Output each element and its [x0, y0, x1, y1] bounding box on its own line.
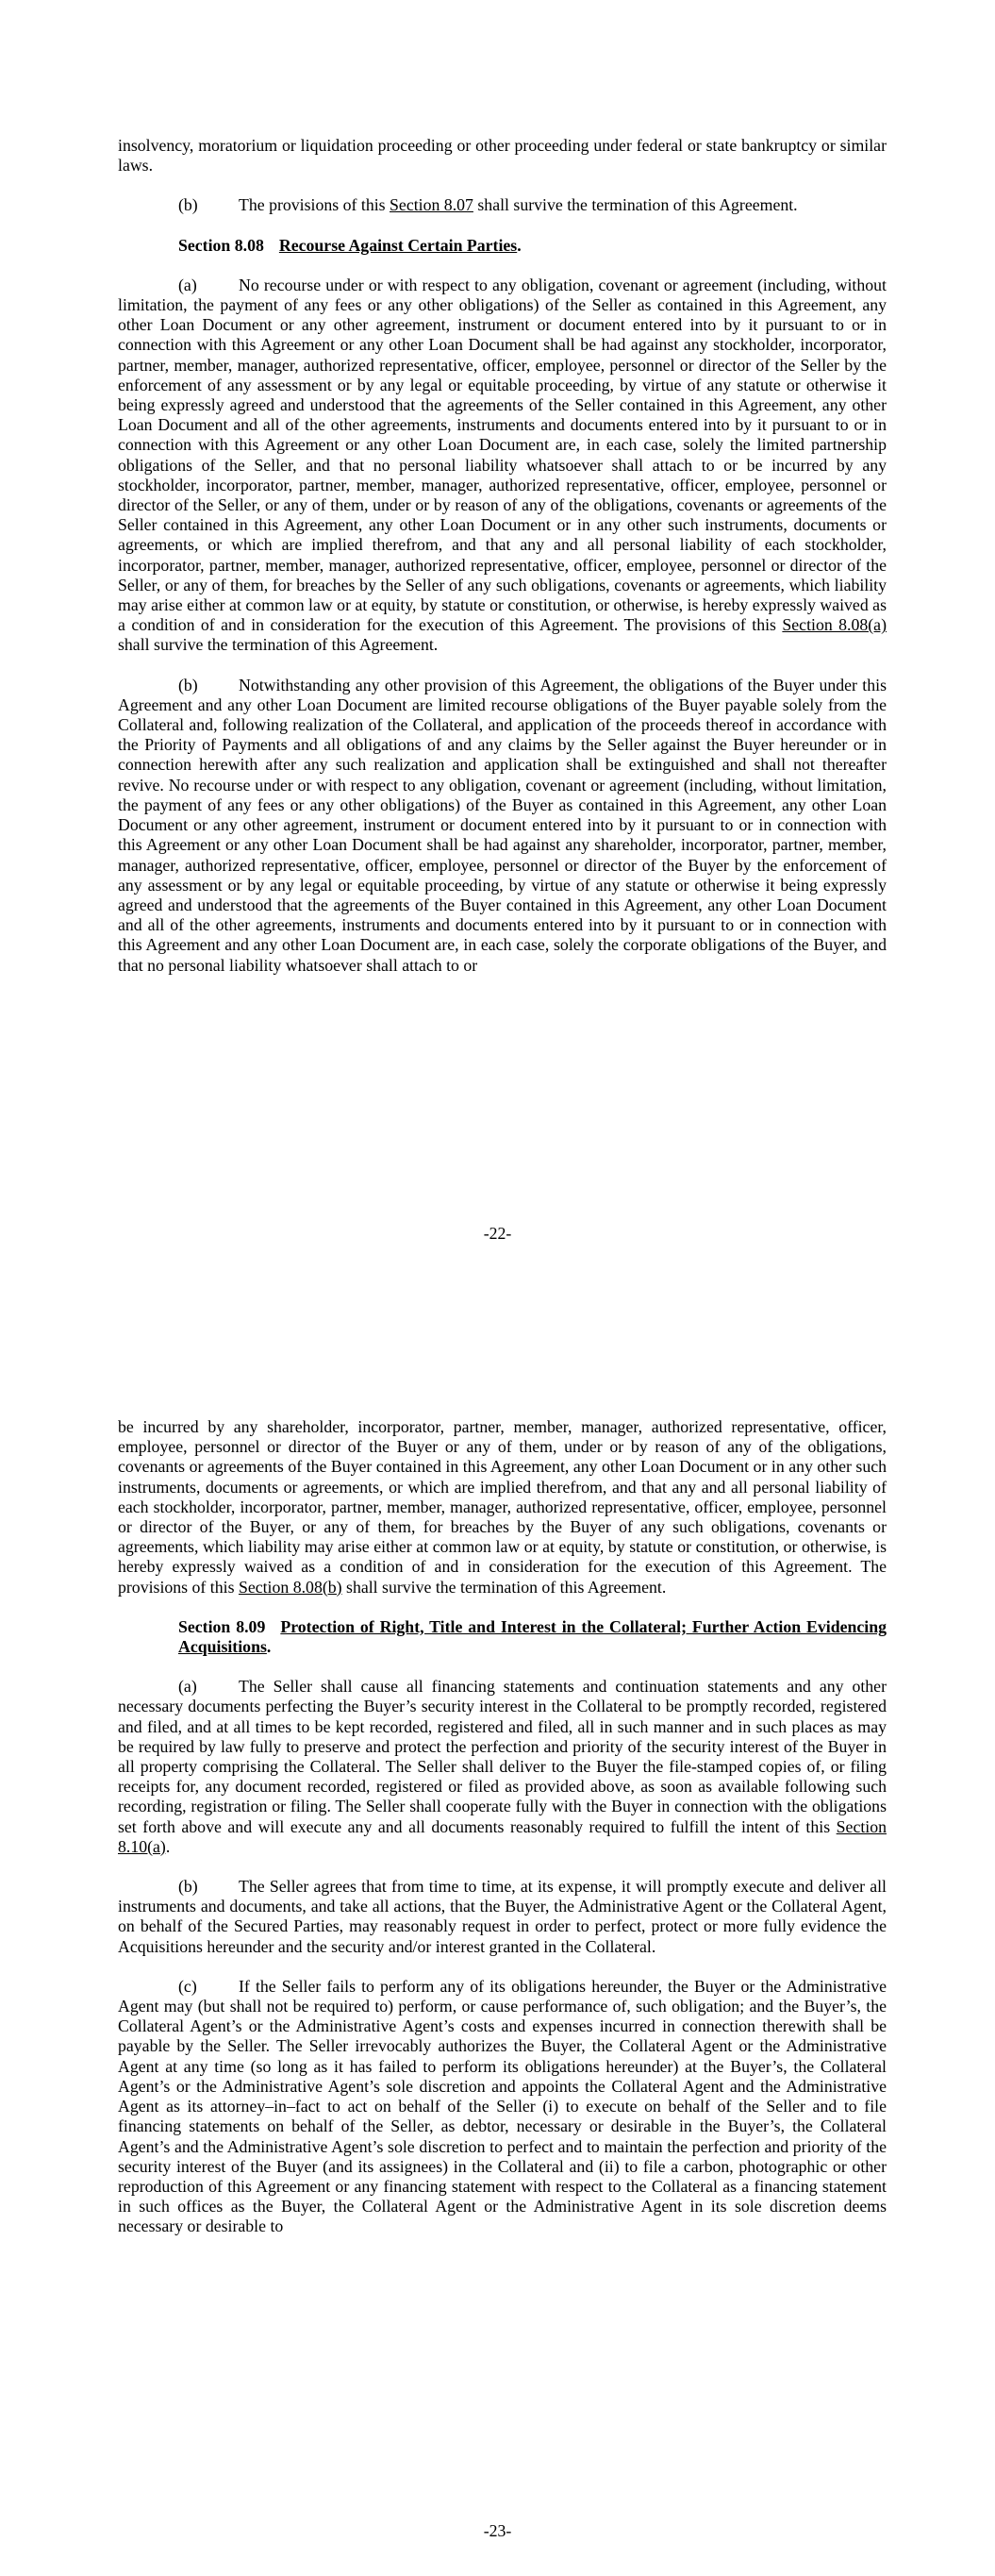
- section-reference: Section 8.07: [390, 195, 473, 215]
- section-reference: Section 8.08(b): [238, 1577, 342, 1597]
- section-809-heading: Section 8.09 Protection of Right, Title and Interest in the Collateral; Further Action Evidencing Acquisitions.: [178, 1616, 887, 1657]
- paragraph-label: (b): [178, 195, 198, 215]
- page-text-body: [118, 136, 887, 995]
- continuation-paragraph: be incurred by any shareholder, incorporator, partner, member, manager, authorized representative, officer, employee, personnel or director of the Buyer or any of them, under or by reason of any of the obligations, covenants or agreements of the Buyer contained in this Agreement, any other Loan Document or in any other such instruments, documents or agreements, or which are implied therefrom, and that any and all personal liability of each stockholder, incorporator, partner, member, manager, authorized representative, officer, employee, personnel or director of the Buyer, or any of them, for breaches by the Buyer of any such obligations, covenants or agreements, which liability may arise either at common law or at equity, by statute or constitution, or otherwise, is hereby expressly waived as a condition of and in consideration for the execution of this Agreement. The provisions of this Section 8.08(b) shall survive the termination of this Agreement.: [118, 1417, 887, 1597]
- section-reference: Section 8.08(a): [782, 615, 887, 635]
- paragraph-label: (a): [178, 275, 197, 294]
- paragraph-809a: (a) The Seller shall cause all financing statements and continuation statements and any other necessary documents perfecting the Buyer’s security interest in the Collateral to be promptly recorded, registered and filed, and at all times to be kept recorded, registered and filed, all in such manner and in such places as may be required by law fully to preserve and protect the perfection and priority of the security interest of the Buyer in all property comprising the Collateral. The Seller shall deliver to the Buyer the file-stamped copies of, or filing receipts for, any document recorded, registered or filed as provided above, as soon as available following such recording, registration or filing. The Seller shall cooperate fully with the Buyer in connection with the obligations set forth above and will execute any and all documents reasonably required to fulfill the intent of this Section 8.10(a).: [118, 1677, 887, 1856]
- section-reference: Section 8.10(a): [118, 1816, 887, 1856]
- paragraph-label: (c): [178, 1976, 197, 1996]
- paragraph-809b: (b) The Seller agrees that from time to time, at its expense, it will promptly execute and deliver all instruments and documents, and take all actions, that the Buyer, the Administrative Agent or the Collateral Agent, on behalf of the Secured Parties, may reasonably request in order to perfect, protect or more fully evidence the Acquisitions hereunder and the security and/or interest granted in the Collateral.: [118, 1877, 887, 1956]
- paragraph-label: (b): [178, 1877, 198, 1897]
- document-page-23: [0, 1312, 995, 2576]
- section-title: Recourse Against Certain Parties: [278, 235, 518, 255]
- page-text-body: [118, 1417, 887, 2257]
- paragraph-808a: (a) No recourse under or with respect to any obligation, covenant or agreement (including, without limitation, the payment of any fees or any other obligations) of the Seller as contained in this Agreement, any other Loan Document or any other agreement, instrument or document entered into by it pursuant to or in connection with this Agreement or any other Loan Document shall be had against any stockholder, incorporator, partner, member, manager, authorized representative, officer, employee, personnel or director of the Seller by the enforcement of any assessment or by any legal or equitable proceeding, by virtue of any statute or otherwise it being expressly agreed and understood that the agreements of the Seller contained in this Agreement, any other Loan Document and all of the other agreements, instruments and documents entered into by it pursuant to or in connection with this Agreement or any other Loan Document are, in each case, solely the limited partnership obligations of the Seller, and that no personal liability whatsoever shall attach to or be incurred by any stockholder, incorporator, partner, member, manager, authorized representative, officer, employee, personnel or director of the Seller, or any of them, under or by reason of any of the obligations, covenants or agreements of the Seller contained in this Agreement, any other Loan Document or in any other such instruments, documents or agreements, or which are implied therefrom, and that any and all personal liability of each stockholder, incorporator, partner, member, manager, authorized representative, officer, employee, personnel or director of the Seller, or any of them, for breaches by the Seller of any such obligations, covenants or agreements, which liability may arise either at common law or at equity, by statute or constitution, or otherwise, is hereby expressly waived as a condition of and in consideration for the execution of this Agreement. The provisions of this Section 8.08(a) shall survive the termination of this Agreement.: [118, 275, 887, 655]
- continuation-paragraph: insolvency, moratorium or liquidation proceeding or other proceeding under federal or state bankruptcy or similar laws.: [118, 136, 887, 176]
- paragraph-label: (a): [178, 1677, 197, 1697]
- paragraph-label: (b): [178, 675, 198, 694]
- paragraph-808b: (b) Notwithstanding any other provision of this Agreement, the obligations of the Buyer under this Agreement and any other Loan Document are limited recourse obligations of the Buyer payable solely from the Collateral and, following realization of the Collateral, and application of the proceeds thereof in accordance with the Priority of Payments and all obligations of and any claims by the Seller against the Buyer hereunder or in connection herewith after any such realization and application shall be extinguished and shall not thereafter revive. No recourse under or with respect to any obligation, covenant or agreement (including, without limitation, the payment of any fees or any other obligations) of the Buyer as contained in this Agreement, any other Loan Document or any other agreement, instrument or document entered into by it pursuant to or in connection with this Agreement or any other Loan Document shall be had against any shareholder, incorporator, partner, member, manager, authorized representative, officer, employee, personnel or director of the Buyer by the enforcement of any assessment or by any legal or equitable proceeding, by virtue of any statute or otherwise it being expressly agreed and understood that the agreements of the Buyer contained in this Agreement, any other Loan Document and all of the other agreements, instruments and documents entered into by it pursuant to or in connection with this Agreement and any other Loan Document are, in each case, solely the corporate obligations of the Buyer, and that no personal liability whatsoever shall attach to or: [118, 675, 887, 975]
- section-title: Protection of Right, Title and Interest in the Collateral; Further Action Evidencing Acquisitions: [178, 1616, 887, 1657]
- page-number: -22-: [483, 1224, 512, 1243]
- section-number: Section 8.08: [178, 235, 264, 255]
- page-number: -23-: [483, 2521, 512, 2540]
- section-808-heading: Section 8.08 Recourse Against Certain Parties.: [178, 235, 522, 255]
- paragraph-809c: (c) If the Seller fails to perform any of its obligations hereunder, the Buyer or the Administrative Agent may (but shall not be required to) perform, or cause performance of, such obligation; and the Buyer’s, the Collateral Agent’s or the Administrative Agent’s costs and expenses incurred in connection therewith shall be payable by the Seller. The Seller irrevocably authorizes the Buyer, the Collateral Agent or the Administrative Agent at any time (so long as it has failed to perform its obligations hereunder) at the Buyer’s, the Collateral Agent’s or the Administrative Agent’s sole discretion and appoints the Collateral Agent and the Administrative Agent as its attorney–in–fact to act on behalf of the Seller (i) to execute on behalf of the Seller and to file financing statements on behalf of the Seller, as debtor, necessary or desirable in the Buyer’s, the Collateral Agent’s and the Administrative Agent’s sole discretion to perfect and to maintain the perfection and priority of the security interest of the Buyer (and its assignees) in the Collateral and (ii) to file a carbon, photographic or other reproduction of this Agreement or any financing statement with respect to the Collateral as a financing statement in such offices as the Buyer, the Collateral Agent or the Administrative Agent in its sole discretion deems necessary or desirable to: [118, 1976, 887, 2236]
- paragraph-807b: (b) The provisions of this Section 8.07 shall survive the termination of this Agreement.: [178, 195, 798, 215]
- section-number: Section 8.09: [178, 1616, 266, 1636]
